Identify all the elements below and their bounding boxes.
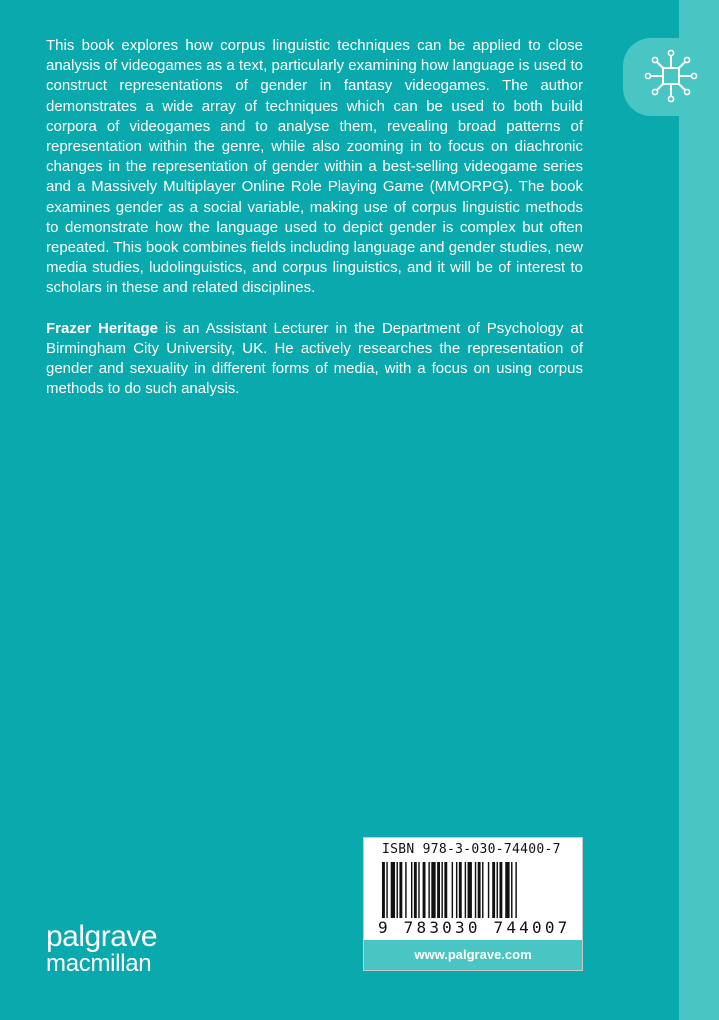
barcode-bar <box>499 862 502 918</box>
barcode-bar <box>391 862 395 918</box>
barcode-bar <box>459 862 462 918</box>
barcode-bar <box>441 862 442 918</box>
publisher-logo <box>46 922 157 976</box>
barcode-bar <box>488 862 489 918</box>
isbn-label: ISBN 978-3-030-74400-7 <box>382 842 561 857</box>
barcode-bar <box>418 862 419 918</box>
barcode-bar <box>444 862 447 918</box>
author-name: Frazer Heritage <box>46 319 159 337</box>
book-description: This book explores how corpus linguistic techniques can be applied to close analysis of videogames as a text, particularly examining how language is used to construct representations of gender in fantasy videogames. The author demonstrates a wide array of techniques which can be used to both build corpora of videogames and to analyse them, revealing broad patterns of representation within the genre, while also zooming in to focus on diachronic changes in the representation of gender within a best-selling videogame series and a Massively Multiplayer Online Role Playing Game (MMORPG). The book examines gender as a social variable, making use of corpus linguistic methods to demonstrate how the language used to depict gender is complex but often repeated. This book combines fields including language and gender studies, new media studies, ludolinguistics, and corpus linguistics, and it will be of interest to scholars in these and related disciplines. <box>46 37 583 297</box>
barcode-bar <box>492 862 495 918</box>
barcode <box>382 862 566 918</box>
barcode-bar <box>478 862 481 918</box>
barcode-bar <box>423 862 426 918</box>
barcode-bar <box>414 862 417 918</box>
barcode-bar <box>482 862 483 918</box>
barcode-bar <box>405 862 406 918</box>
publisher-name-line2: macmillan <box>46 950 152 977</box>
barcode-bar <box>399 862 402 918</box>
barcode-bar <box>465 862 466 918</box>
barcode-bar <box>452 862 453 918</box>
barcode-bar <box>397 862 398 918</box>
isbn-digits: 9 783030 744007 <box>378 918 571 937</box>
barcode-bar <box>468 862 472 918</box>
barcode-bar <box>497 862 498 918</box>
barcode-bar <box>475 862 476 918</box>
book-spine <box>679 0 719 1020</box>
barcode-bar <box>505 862 509 918</box>
barcode-bar <box>386 862 387 918</box>
isbn-barcode-box <box>363 837 583 971</box>
barcode-bar <box>515 862 516 918</box>
logo-tab <box>623 38 719 116</box>
barcode-bar <box>431 862 435 918</box>
barcode-bar <box>382 862 385 918</box>
palgrave-network-icon <box>643 48 699 104</box>
barcode-bar <box>428 862 429 918</box>
barcode-bar <box>456 862 457 918</box>
author-bio-text: is an Assistant Lecturer in the Department of Psychology at Birmingham City University, UK. He actively researches the representation of gender and sexuality in different forms of media, with a focus on using corpus methods to do such analysis. <box>46 319 583 398</box>
back-cover-text <box>46 36 583 399</box>
publisher-name-line1: palgrave <box>46 920 158 953</box>
barcode-bar <box>437 862 440 918</box>
barcode-bar <box>511 862 512 918</box>
author-bio <box>46 319 583 400</box>
barcode-bar <box>411 862 412 918</box>
website-url: www.palgrave.com <box>364 940 582 970</box>
